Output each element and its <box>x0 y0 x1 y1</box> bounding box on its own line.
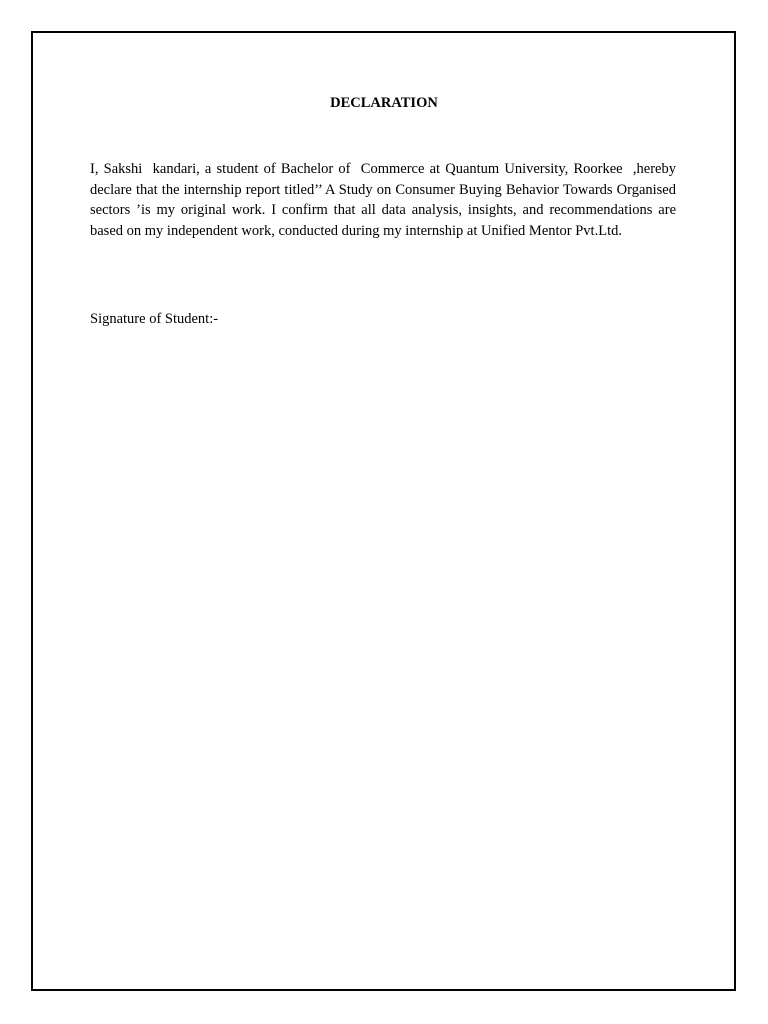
declaration-paragraph: I, Sakshi kandari, a student of Bachelor of Commerce at Quantum University, Roorkee ,hereby declare that the internship report titled’’ A Study on Consumer Buying Behavior Towards Organised sectors ’is my original work. I confirm that all data analysis, insights, and recommendations are based on my independent work, conducted during my internship at Unified Mentor Pvt.Ltd. <box>90 161 680 240</box>
page-title: DECLARATION <box>330 95 438 111</box>
signature-label: Signature of Student:- <box>90 311 219 327</box>
